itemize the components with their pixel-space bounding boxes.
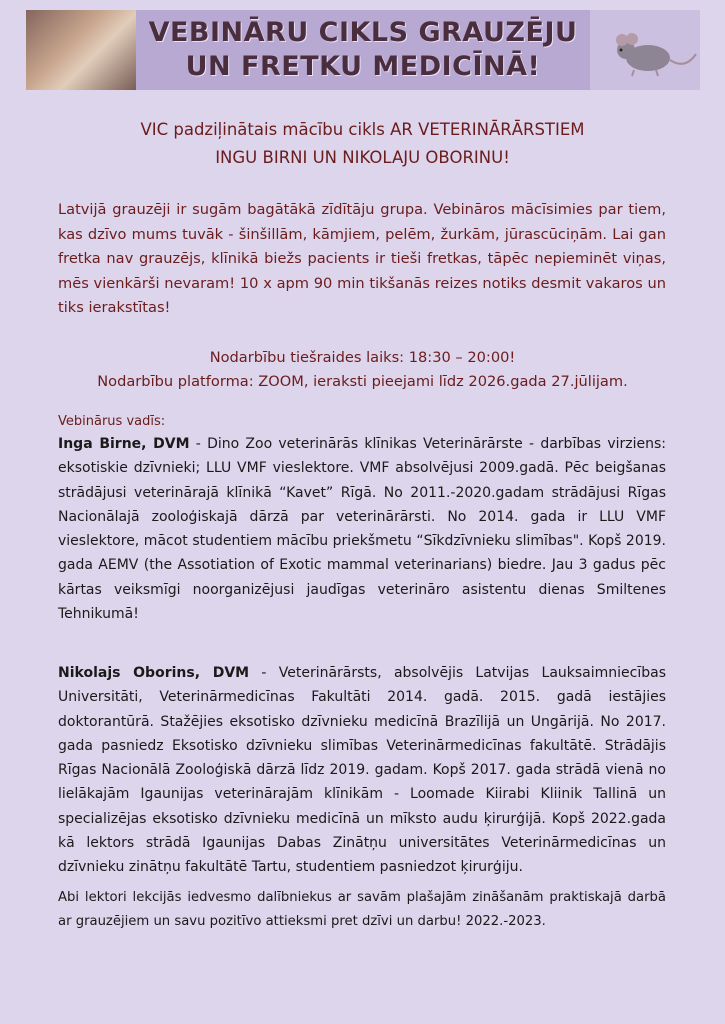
mouse-image: [590, 10, 700, 90]
banner-title-line2: UN FRETKU MEDICĪNĀ!: [185, 51, 541, 82]
lecturer-name: Nikolajs Oborins, DVM: [58, 665, 250, 681]
header-banner: [26, 10, 700, 90]
schedule-info: [40, 346, 685, 394]
lecturer-name: Inga Birne, DVM: [58, 436, 190, 452]
schedule-platform: Nodarbību platforma: ZOOM, ieraksti pieejami līdz 2026.gada 27.jūlijam.: [97, 373, 628, 390]
page-heading: [40, 116, 685, 172]
lecturers-label: Vebinārus vadīs:: [58, 414, 166, 429]
lecturer-bio-oborins: [58, 661, 666, 880]
schedule-time: Nodarbību tiešraides laiks: 18:30 – 20:00!: [209, 349, 516, 366]
heading-line2: INGU BIRNI UN NIKOLAJU OBORINU!: [215, 148, 510, 167]
intro-paragraph: Latvijā grauzēji ir sugām bagātākā zīdītāju grupa. Vebināros mācīsimies par tiem, kas dzīvo mums tuvāk - šinšillām, kāmjiem, pelēm, žurkām, jūrascūciņām. Lai gan fretka nav grauzējs, klīnikā biežs pacients ir tieši fretkas, tāpēc nepieminēt viņas, mēs vienkārši nevaram! 10 x apm 90 min tikšanās reizes notiks desmit vakaros un tiks ierakstītas!: [58, 201, 666, 316]
banner-title: [136, 16, 590, 84]
closing-paragraph: Abi lektori lekcijās iedvesmo dalībniekus ar savām plašajām zināšanām praktiskajā darbā ar grauzējiem un savu pozitīvo attieksmi pret dzīvi un darbu! 2022.-2023.: [58, 890, 666, 929]
guinea-pig-image: [26, 10, 136, 90]
mouse-icon: [590, 10, 700, 90]
lecturer-bio-text: - Veterinārārsts, absolvējis Latvijas Lauksaimniecības Universitāti, Veterinārmedicīnas Fakultāti 2014. gadā. 2015. gadā iestājies doktorantūrā. Stažējies eksotisko dzīvnieku medicīnā Brazīlijā un Ungārijā. No 2017. gada pasniedz Eksotisko dzīvnieku slimības Veterinārmedicīnas fakultātē. Strādājis Rīgas Nacionālā Zooloģiskā dārzā līdz 2019. gadam. Kopš 2017. gada strādā vienā no lielākajām Igaunijas veterinārajām klīnikām - Loomade Kiirabi Kliinik Tallinā un specializējas eksotisko dzīvnieku medicīnā un mīksto audu ķirurģijā. Kopš 2022.gada kā lektors strādā Igaunijas Dabas Zinātņu universitātes Veterinārmedicīnas un dzīvnieku zinātņu fakultātē Tartu, studentiem pasniedzot ķirurģiju.: [58, 665, 666, 876]
banner-title-line1: VEBINĀRU CIKLS GRAUZĒJU: [148, 17, 578, 48]
lecturer-bio-text: - Dino Zoo veterinārās klīnikas Veterinārārste - darbības virziens: eksotiskie dzīvnieki; LLU VMF vieslektore. VMF absolvējusi 2009.gadā. Pēc beigšanas strādājusi veterinārajā klīnikā “Kavet” Rīgā. No 2011.-2020.gadam strādājusi Rīgas Nacionālajā zooloģiskajā dārzā par veterinārārsti. No 2014. gada ir LLU VMF vieslektore, mācot studentiem mācību priekšmetu “Sīkdzīvnieku slimības". Kopš 2019. gada AEMV (the Assotiation of Exotic mammal veterinarians) biedre. Jau 3 gadus pēc kārtas veiksmīgi noorganizējusi jaudīgas veterināro asistentu dienas Smiltenes Tehnikumā!: [58, 436, 667, 623]
heading-line1: VIC padziļinātais mācību cikls AR VETERINĀRĀRSTIEM: [140, 120, 585, 139]
lecturer-bio-birne: [58, 432, 666, 626]
